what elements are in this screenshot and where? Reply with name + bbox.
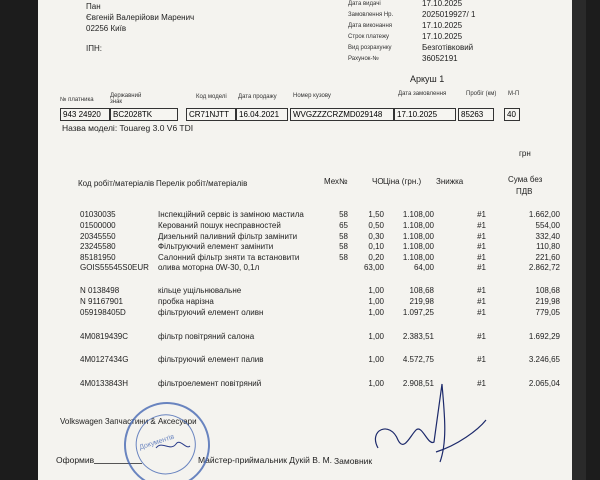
cell-sum: 3.246,65 (528, 355, 560, 364)
cell-price: 1.097,25 (402, 308, 434, 317)
cell-price: 108,68 (409, 286, 434, 295)
taxpayer-code-box: 943 24920 (60, 108, 110, 121)
cell-disc: #1 (477, 355, 486, 364)
doc-info-label: Замовлення Нр. (348, 12, 394, 18)
cell-qty: 0,50 (368, 221, 384, 230)
parts-note: Volkswagen Запчастини & Аксесуари (60, 417, 197, 426)
cell-disc: #1 (477, 263, 486, 272)
doc-info-value: 17.10.2025 (422, 21, 463, 30)
cell-sum: 554,00 (535, 221, 560, 230)
cell-code: 059198405D (80, 308, 126, 317)
cell-mech: 65 (339, 221, 348, 230)
drawn-up-label: Оформив (56, 455, 95, 465)
customer-signature (375, 384, 486, 462)
col-header-discount: Знижка (436, 177, 464, 186)
cell-desc: Інспекційний сервіс із заміною мастила (158, 210, 304, 219)
cell-qty: 0,30 (368, 232, 384, 241)
invoice-page (38, 0, 586, 480)
page-edge-shadow (572, 0, 586, 480)
cell-desc: фільтроелемент повітряний (158, 379, 262, 388)
vin-box: WVGZZZCRZMD029148 (290, 108, 394, 121)
cell-desc: Фільтруючий елемент замінити (158, 242, 274, 251)
cell-code: 01030035 (80, 210, 116, 219)
cell-code: N 0138498 (80, 286, 120, 295)
receiver-signature (156, 442, 190, 448)
col-header-sum-vat: ПДВ (516, 187, 533, 196)
hdr-mp: М-П (508, 91, 520, 97)
cell-price: 1.108,00 (402, 232, 434, 241)
doc-info-label: Дата видачі (348, 1, 381, 7)
cell-sum: 1.692,29 (528, 332, 560, 341)
col-header-code: Код робіт/матеріалів (78, 179, 155, 188)
hdr-mileage: Пробіг (км) (466, 91, 497, 97)
cell-disc: #1 (477, 210, 486, 219)
cell-price: 2.383,51 (402, 332, 434, 341)
doc-info-value: 17.10.2025 (422, 0, 463, 8)
cell-qty: 63,00 (363, 263, 384, 272)
cell-disc: #1 (477, 221, 486, 230)
buyer-title: Пан (86, 2, 101, 11)
cell-disc: #1 (477, 242, 486, 251)
cell-qty: 1,00 (368, 355, 384, 364)
cell-qty: 1,00 (368, 286, 384, 295)
order-date-box: 17.10.2025 (394, 108, 456, 121)
customer-label: Замовник (334, 456, 373, 466)
mp-box: 40 (504, 108, 520, 121)
cell-disc: #1 (477, 253, 486, 262)
hdr-model-code: Код моделі (196, 94, 227, 100)
doc-info-value: 2025019927/ 1 (422, 10, 476, 19)
cell-mech: 58 (339, 253, 348, 262)
cell-price: 1.108,00 (402, 210, 434, 219)
cell-sum: 219,98 (535, 297, 560, 306)
cell-code: 23245580 (80, 242, 116, 251)
doc-info-value: 17.10.2025 (422, 32, 463, 41)
hdr-taxpayer-code: № платника (60, 97, 94, 103)
model-code-box: CR71NJTT (186, 108, 236, 121)
col-header-mech: Мех№ (324, 177, 348, 186)
doc-info-label: Рахунок-№ (348, 56, 379, 62)
cell-qty: 1,00 (368, 332, 384, 341)
cell-sum: 110,80 (536, 242, 560, 251)
buyer-name: Євгеній Валерійови Маренич (86, 13, 195, 22)
cell-code: 4M0819439C (80, 332, 129, 341)
cell-mech: 58 (339, 210, 348, 219)
cell-mech: 58 (339, 242, 348, 251)
receiver-name: Майстер-приймальник Дукій В. М. (198, 455, 333, 465)
cell-price: 64,00 (413, 263, 434, 272)
cell-code: 20345550 (80, 232, 116, 241)
cell-sum: 332,40 (535, 232, 560, 241)
buyer-address: 02256 Київ (86, 24, 127, 33)
cell-desc: кільце ущільнювальне (158, 286, 242, 295)
hdr-order-date: Дата замовлення (398, 91, 447, 97)
cell-desc: пробка нарізна (158, 297, 214, 306)
doc-info-label: Дата виконання (348, 23, 393, 29)
cell-code: 4M0133843H (80, 379, 129, 388)
doc-info-value: 36052191 (422, 54, 458, 63)
cell-code: 85181950 (80, 253, 116, 262)
currency: грн (519, 149, 531, 158)
doc-info-value: Безготівковий (422, 43, 474, 52)
hdr-reg-number: Державний знак (110, 93, 142, 105)
cell-code: GOIS55545S0EUR (80, 263, 149, 272)
cell-price: 4.572,75 (402, 355, 434, 364)
cell-sum: 2.065,04 (528, 379, 560, 388)
signatures (38, 0, 586, 480)
cell-code: 4M0127434G (80, 355, 129, 364)
cell-qty: 0,20 (368, 253, 384, 262)
cell-price: 1.108,00 (402, 242, 434, 251)
buyer-ipn-label: ІПН: (86, 44, 102, 53)
cell-code: N 91167901 (80, 297, 123, 306)
cell-disc: #1 (477, 297, 486, 306)
cell-disc: #1 (477, 286, 486, 295)
cell-sum: 221,60 (535, 253, 560, 262)
cell-price: 219,98 (409, 297, 434, 306)
reg-number-box: BC2028TK (110, 108, 178, 121)
hdr-vin: Номер кузову (293, 93, 331, 99)
doc-info-label: Вид розрахунку (348, 45, 392, 51)
cell-disc: #1 (477, 379, 486, 388)
doc-info-label: Строк платежу (348, 34, 390, 40)
cell-desc: Дизельний паливний фільтр замінити (158, 232, 298, 241)
col-header-sum: Сума без (508, 175, 543, 184)
cell-qty: 0,10 (368, 242, 384, 251)
hdr-sale-date: Дата продажу (238, 94, 277, 100)
cell-disc: #1 (477, 332, 486, 341)
col-header-qty: ЧО (372, 177, 384, 186)
cell-disc: #1 (477, 232, 486, 241)
cell-qty: 1,00 (368, 297, 384, 306)
cell-qty: 1,00 (368, 379, 384, 388)
cell-qty: 1,00 (368, 308, 384, 317)
cell-desc: фільтруючий елемент палив (158, 355, 264, 364)
col-header-price: Ціна (грн.) (383, 177, 422, 186)
cell-desc: олива моторна 0W-30, 0,1л (158, 263, 260, 272)
cell-price: 1.108,00 (402, 221, 434, 230)
cell-disc: #1 (477, 308, 486, 317)
cell-desc: фільтр повітряний салона (158, 332, 255, 341)
model-name: Назва моделі: Touareg 3.0 V6 TDI (62, 123, 194, 133)
sale-date-box: 16.04.2021 (236, 108, 288, 121)
cell-code: 01500000 (80, 221, 116, 230)
cell-desc: фільтруючий елемент оливн (158, 308, 264, 317)
stamp-text: Документів (138, 433, 176, 452)
sheet-number: Аркуш 1 (410, 74, 445, 84)
cell-qty: 1,50 (368, 210, 384, 219)
cell-sum: 2.862,72 (528, 263, 560, 272)
cell-sum: 108,68 (535, 286, 560, 295)
cell-desc: Салонний фільтр зняти та встановити (158, 253, 300, 262)
mileage-box: 85263 (458, 108, 494, 121)
cell-price: 1.108,00 (402, 253, 434, 262)
cell-price: 2.908,51 (402, 379, 434, 388)
cell-sum: 779,05 (535, 308, 560, 317)
cell-desc: Керований пошук несправностей (158, 221, 281, 230)
cell-mech: 58 (339, 232, 348, 241)
col-header-desc: Перелік робіт/матеріалів (156, 179, 248, 188)
cell-sum: 1.662,00 (528, 210, 560, 219)
